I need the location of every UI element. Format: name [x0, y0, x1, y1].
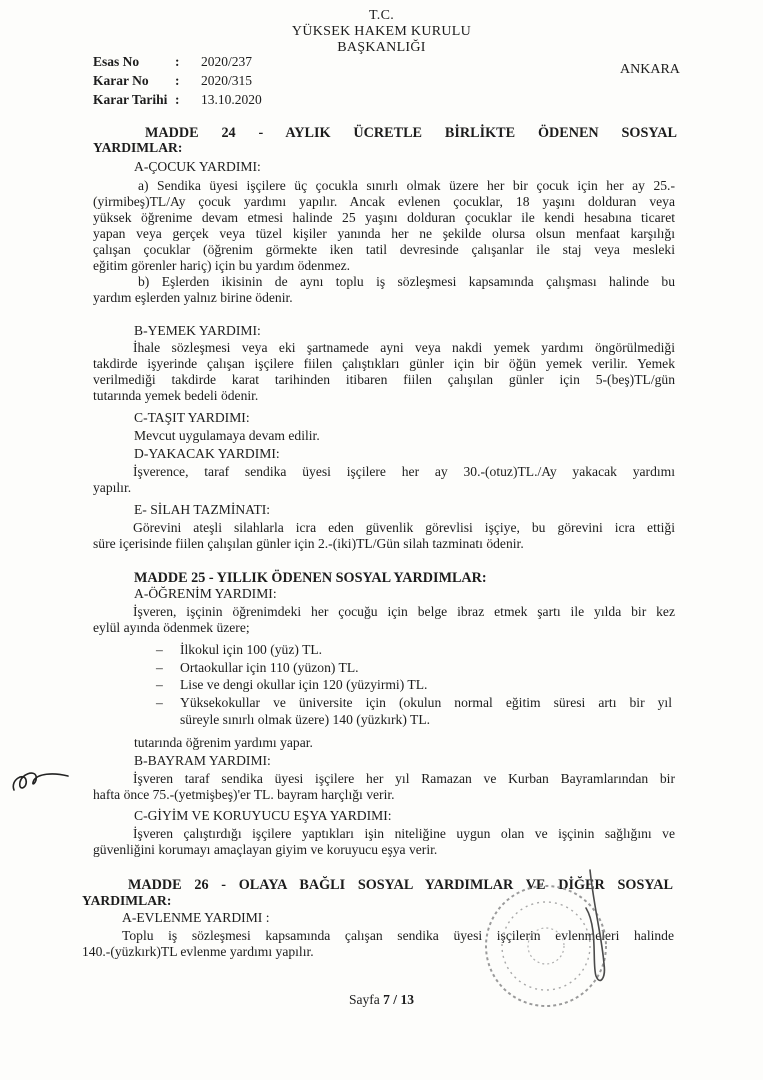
header-tc: T.C. [368, 8, 395, 23]
paragraph-fuel-allowance [93, 464, 675, 496]
article-25-title: MADDE 25 - YILLIK ÖDENEN SOSYAL YARDIMLAR: [134, 570, 487, 586]
list-item [152, 694, 672, 729]
paragraph-meal-allowance [93, 340, 675, 404]
header-institution: YÜKSEK HAKEM KURULU [291, 24, 472, 39]
article-26-title: MADDE 26 - OLAYA BAĞLI SOSYAL YARDIMLAR VE DİĞER SOSYAL [128, 877, 673, 893]
section-heading: B-YEMEK YARDIMI: [134, 323, 261, 338]
text-line: İşverence, taraf sendika üyesi işçilere her ay 30.-(otuz)TL./Ay yakacak yardımı [133, 464, 675, 479]
text-line: yardım eşlerden yalnız birine ödenir. [93, 290, 293, 305]
text-line: güvenliğini korumayı amaçlayan giyim ve koruyucu eşya verir. [93, 842, 438, 857]
page-label: Sayfa [349, 992, 384, 1007]
article-24-title-cont: YARDIMLAR: [93, 140, 183, 155]
text-line: takdirde işyerinde çalışan işçilere fiilen çalıştıkları günler için bir öğün yemek verilir. Yemek [93, 356, 675, 371]
page-current: 7 [383, 992, 390, 1007]
section-heading: A-ÇOCUK YARDIMI: [134, 159, 261, 174]
article-26-title-cont: YARDIMLAR: [82, 893, 172, 908]
case-meta [93, 52, 262, 109]
text-line: süre içerisinde fiilen çalışılan günler için 2.-(iki)TL/Gün silah tazminatı ödenir. [93, 536, 524, 551]
section-heading: B-BAYRAM YARDIMI: [134, 753, 271, 768]
text-line: (yirmibeş)TL/Ay çocuk yardımı yapılır. Ancak evlenen çocuklar, 18 yaşını dolduran veya [93, 194, 675, 209]
page-number [0, 992, 763, 1008]
text-line: verilmediği takdirde karat tarihinden itibaren fiilen çalışılan günler için 5-(beş)TL/gün [93, 372, 675, 387]
text-line: İhale sözleşmesi veya eki şartnamede ayni veya nakdi yemek yardımı öngörülmediği [133, 340, 675, 355]
official-seal-stamp [478, 868, 628, 1018]
meta-sep: : [175, 54, 180, 69]
text-line: Toplu iş sözleşmesi kapsamında çalışan sendika üyesi işçilerin evlenmeleri halinde [122, 928, 674, 943]
page-total: 13 [400, 992, 414, 1007]
meta-value: 2020/315 [201, 73, 253, 88]
meta-key: Karar No [93, 73, 149, 88]
section-heading: C-GİYİM VE KORUYUCU EŞYA YARDIMI: [134, 808, 392, 823]
text-line: hafta önce 75.-(yetmişbeş)'er TL. bayram harçlığı verir. [93, 787, 395, 802]
paragraph-clothing-allowance [93, 826, 675, 858]
meta-sep: : [175, 92, 180, 107]
text-line: 140.-(yüzkırk)TL evlenme yardımı yapılır. [82, 944, 314, 959]
text-line: İşveren taraf sendika üyesi işçilere her yıl Ramazan ve Kurban Bayramlarından bir [133, 771, 675, 786]
header-department: BAŞKANLIĞI [337, 40, 426, 55]
section-heading: E- SİLAH TAZMİNATI: [134, 502, 271, 517]
meta-row-karar [93, 71, 262, 90]
handwritten-initials [8, 760, 78, 800]
text-line: tutarında öğrenim yardımı yapar. [134, 735, 313, 750]
text-line: Mevcut uygulamaya devam edilir. [134, 428, 320, 443]
section-heading: A-ÖĞRENİM YARDIMI: [134, 586, 277, 601]
text-line: eğitim görenler hariç) için bu yardım ödenmez. [93, 258, 351, 273]
meta-value: 13.10.2020 [201, 92, 262, 107]
text-line: b) Eşlerden ikisinin de aynı toplu iş sözleşmesi kapsamında çalışması halinde bu [138, 274, 675, 289]
section-heading: A-EVLENME YARDIMI : [122, 910, 270, 925]
text-line: tutarında yemek bedeli ödenir. [93, 388, 259, 403]
meta-key: Karar Tarihi [93, 92, 168, 107]
list-item: – Ortaokullar için 110 (yüzon) TL. [152, 659, 672, 677]
text-line: çalışan çocuklar (öğrenim görmekte iken tatil devresinde çalışanlar ile staj veya mesleki [93, 242, 675, 257]
section-heading: D-YAKACAK YARDIMI: [134, 446, 280, 461]
meta-row-esas [93, 52, 262, 71]
meta-row-tarih [93, 90, 262, 109]
text-line: İşveren çalıştırdığı işçilere yaptıkları işin niteliğine uygun olan ve işçinin sağlığını ve [133, 826, 675, 841]
text-line: yapan veya gerçek veya tüzel kişiler yanında her ne şekilde olursa olsun menfaat karşılığı [93, 226, 675, 241]
page-separator: / [389, 992, 401, 1007]
paragraph-child-allowance [93, 178, 675, 306]
text-line: Görevini ateşli silahlarla icra eden güvenlik görevlisi işçiye, bu görevini icra ettiği [133, 520, 675, 535]
education-list [152, 641, 672, 729]
paragraph-weapon-compensation [93, 520, 675, 552]
meta-value: 2020/237 [201, 54, 253, 69]
list-item: – Lise ve dengi okullar için 120 (yüzyirmi) TL. [152, 676, 672, 694]
paragraph-holiday-allowance [93, 771, 675, 803]
paragraph-education-allowance [93, 604, 675, 636]
section-heading: C-TAŞIT YARDIMI: [134, 410, 250, 425]
text-line: – Yüksekokullar ve üniversite için (okulun normal eğitim süresi artı bir yıl [180, 694, 672, 710]
article-24-title: MADDE 24 - AYLIK ÜCRETLE BİRLİKTE ÖDENEN SOSYAL [145, 125, 677, 141]
text-line: yapılır. [93, 480, 132, 495]
text-line: a) Sendika üyesi işçilere üç çocukla sınırlı olmak üzere her bir çocuk için her ay 25.- [138, 178, 675, 193]
text-line: süreyle sınırlı olmak üzere) 140 (yüzkırk) TL. [180, 712, 431, 727]
text-line: İşveren, işçinin öğrenimdeki her çocuğu için belge ibraz etmek şartı ile yılda bir kez [133, 604, 675, 619]
text-line: yüksek öğrenime devam etmesi halinde 25 yaşını dolduran çocuklar ile kendi hesabına ticaret [93, 210, 675, 225]
meta-sep: : [175, 73, 180, 88]
list-item: – İlkokul için 100 (yüz) TL. [152, 641, 672, 659]
text-line: eylül ayında ödenmek üzere; [93, 620, 250, 635]
city: ANKARA [620, 62, 680, 77]
meta-key: Esas No [93, 54, 140, 69]
